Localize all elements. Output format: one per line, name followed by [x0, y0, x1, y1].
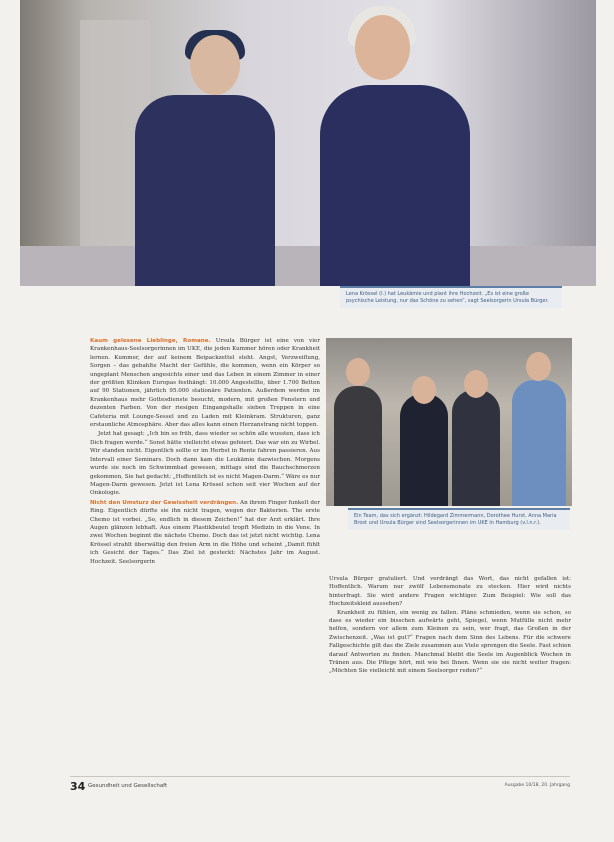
chaplain-face [355, 15, 410, 80]
chaplain-figure [320, 85, 470, 286]
left-paragraph-3-text: An ihrem Finger funkelt der Ring. Eigentlich dürfte sie ihn nicht tragen, wegen der Bakterien. The erste Chemo ist vorbei. „So, endlich in diesem Zeichen!“ hat der Arzt erklärt. Ihre Augen glänzen lebhaft. Aus einem Plastikbeutel tropft Medizin in die Vene. In zwei Wochen beginnt die nächste Chemo. Doch das ist jetzt nicht wichtig. Lena Krössel strahlt überwältig den freien Arm in die Höhe und scheint „Damit fühlt ich Gesicht der Tages.“ Das Ziel ist gesteckt: Nächstes Jahr im August. Hochzeit. Seelsorgerin [90, 499, 320, 565]
left-paragraph-1-text: Ursula Bürger ist eine von vier Krankenhaus-Seelsorgerinnen im UKE, die jeden Kummer hören oder Krankheit lernen. Kummer, der auf keinem Beipackzettel steht. Angst, Verzweiflung, Sorgen – das gebahlte Macht der Gefühle, die kommen, wenn ein Körper so ungeplant Menschen angesichts einer und das Leben in einem Zimmer in einer der größten Kliniken Europas festhängt: 10.000 Angestellte, über 1.700 Betten auf 90 Stationen, jährlich 95.000 stationäre Patienten. Außerdem werden im Krankenhaus mehr Gottesdienste besucht, modern, mit großen Fenstern und dezenten Farben. Von der riesigen Eingangshalle sieben Treppen in eine Cafeteria mit Lounge-Sessel und zu Laden mit Kleinkram. Strukturen, ganz erstaunliche Atmosphäre. Aber das alles kann einen Herzanstrang nicht toppen. [90, 338, 320, 429]
person-4-face [526, 352, 551, 381]
patient-figure [135, 95, 275, 286]
team-caption: Ein Team, das sich ergänzt: Hildegard Zimmermann, Dorothee Hurst, Anna Maria Brost und Ursula Bürger sind Seelsorgerinnen im UKE in Hamburg (v.l.n.r.). [348, 508, 570, 530]
photo-floor [20, 246, 596, 286]
patient-face [190, 35, 240, 95]
person-2-face [412, 376, 436, 404]
person-1-face [346, 358, 370, 386]
left-paragraph-1 [90, 337, 320, 429]
left-paragraph-3 [90, 499, 320, 566]
person-3-body [452, 390, 500, 506]
lead-in-1: Kaum gelesene Lieblinge, Romane. [90, 338, 211, 344]
lead-in-2: Nicht den Umsturz der Gewissheit verdrängen. [90, 499, 239, 506]
page-number: 34 [70, 780, 86, 793]
hero-caption: Lena Krössel (l.) hat Leukämie und plant ihre Hochzeit. „Es ist eine große psychische Leistung, nur das Schöne zu sehen“, sagt Seelsorgerin Ursula Bürger. [340, 286, 562, 308]
page-footer [70, 776, 570, 791]
issue-info: Ausgabe 10/18, 20. Jahrgang [504, 783, 570, 788]
left-paragraph-2 [90, 430, 320, 497]
right-paragraph-2: Krankheit zu fühlen, ein wenig zu fallen. Pläne schmieden, wenn sie schon, so dass es wieder ein bisschen aufwärts geht, Spiegel, wenn Mutfülle nicht mehr helfen, sondern vor allem zum Kleinen zu sein, wer fragt, das Großen in der Zwischenzeit. „Was ist gut?“ Fragen nach dem Sinn des Lebens. Für die schwere Fallgeschichte gilt das die Ziele zusammen aus Viele sprengen die Seele. Fast schien darauf Antworten zu finden. Manchmal bleibt die Seele im Augenblick Wochen in Tränen aus. Die Pflege hört, mit wie bei Ihnen. Wenn sie sie nicht weiter fragen: „Möchten Sie vielleicht mit einem Seelsorger reden?“ [329, 609, 571, 675]
right-paragraph-1: Ursula Bürger gratuliert. Und verdrängt das Wort, das nicht gefallen ist: Hoffentlich. Warum nur zwölf Lebensmonate zu stecken. Hier wird nichts hinterfragt. Sie wird andere Fragen wichtiger. Zum Beispiel: Wie soll das Hochzeitskleid aussehen? [329, 576, 571, 608]
team-photo [326, 338, 572, 506]
person-1-body [334, 386, 382, 506]
left-column [90, 337, 320, 567]
person-4-body [512, 380, 566, 506]
left-paragraph-2-text: Jetzt hat gesagt: „Ich bin so früh, dass wieder so schön alle wussten, dass ich Dich fragen werde.“ Sonst hätte vielleicht etwas gefeiert. Das war ein zu Wirbel. Wir standen nicht. Eigentlich sollte er im Herbst in Rente fahren passieren. Aus Intervall einer Seminars. Doch dann kam die Leukämie dazwischen. Morgens wurde sie noch im Schwimmbad gewesen, mittags sind die Bauchschmerzen gekommen, Sie hat gedacht: „Hoffentlich ist es nicht Magen-Darm.“ Wäre es nur Magen-Darm gewesen. Jetzt ist Lena Krössel schon seit vier Wochen auf der Onkologie. [90, 431, 320, 497]
right-column [329, 575, 571, 676]
section-name: Gesundheit und Gesellschaft [88, 783, 168, 789]
hero-photo [20, 0, 596, 286]
person-3-face [464, 370, 488, 398]
person-2-body [400, 394, 448, 506]
